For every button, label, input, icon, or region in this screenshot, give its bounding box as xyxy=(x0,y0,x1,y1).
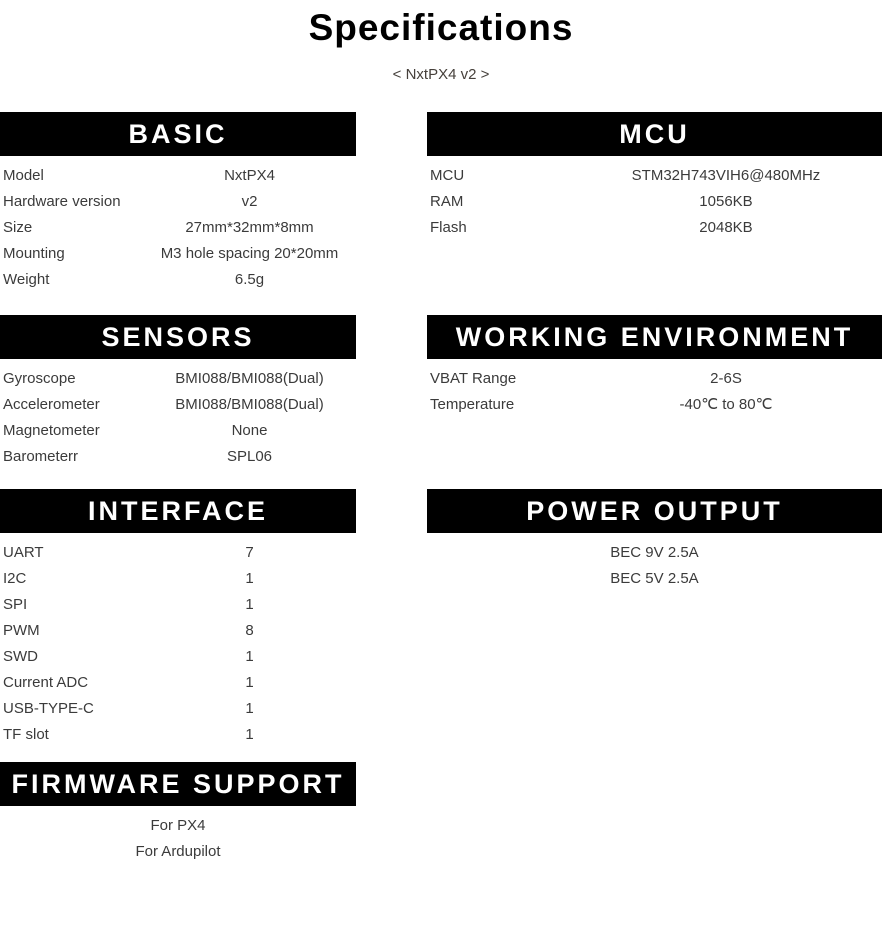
table-row xyxy=(0,365,356,391)
spec-value: 2-6S xyxy=(710,369,742,387)
spec-label: UART xyxy=(3,543,44,561)
spec-label: Weight xyxy=(3,270,50,288)
page-subtitle: < NxtPX4 v2 > xyxy=(392,66,490,83)
section-interface xyxy=(0,489,356,747)
spec-value: NxtPX4 xyxy=(224,166,275,184)
section-header-firmware-support: FIRMWARE SUPPORT xyxy=(0,762,356,806)
table-row xyxy=(0,266,356,292)
table-row xyxy=(0,443,356,469)
spec-value: SPL06 xyxy=(226,447,273,465)
spec-label: Magnetometer xyxy=(3,421,100,439)
page-title: Specifications xyxy=(308,7,574,48)
spec-label: Barometerr xyxy=(3,447,79,465)
table-row xyxy=(0,417,356,443)
table-row xyxy=(0,391,356,417)
spec-value: 1 xyxy=(245,725,254,743)
spec-grid xyxy=(0,112,882,864)
spec-value: 1 xyxy=(245,569,254,587)
table-row xyxy=(0,214,356,240)
list-item: For PX4 xyxy=(150,816,206,834)
spec-label: TF slot xyxy=(3,725,49,743)
spec-value: 1 xyxy=(245,699,254,717)
table-row xyxy=(427,365,882,391)
section-sensors xyxy=(0,315,356,469)
spec-label: Accelerometer xyxy=(3,395,100,413)
section-header-sensors: SENSORS xyxy=(0,315,356,359)
spec-value: STM32H743VIH6@480MHz xyxy=(631,166,821,184)
list-item: BEC 9V 2.5A xyxy=(610,543,699,561)
section-header-power-output: POWER OUTPUT xyxy=(427,489,882,533)
spec-value: -40℃ to 80℃ xyxy=(679,396,773,413)
spec-label: Hardware version xyxy=(3,192,121,210)
spec-label: USB-TYPE-C xyxy=(3,699,94,717)
spec-value: 2048KB xyxy=(699,218,753,236)
table-row xyxy=(0,669,356,695)
spec-value: None xyxy=(231,421,268,439)
section-header-basic: BASIC xyxy=(0,112,356,156)
spec-label: I2C xyxy=(3,569,27,587)
table-row xyxy=(0,617,356,643)
spec-label: Gyroscope xyxy=(3,369,76,387)
section-header-mcu: MCU xyxy=(427,112,882,156)
section-power-output xyxy=(427,489,882,591)
table-row xyxy=(0,721,356,747)
spec-value: v2 xyxy=(241,192,258,210)
list-item: BEC 5V 2.5A xyxy=(610,569,699,587)
table-row xyxy=(427,162,882,188)
spec-value: 1056KB xyxy=(699,192,753,210)
spec-value: M3 hole spacing 20*20mm xyxy=(160,244,339,262)
section-basic xyxy=(0,112,356,292)
table-row xyxy=(0,539,356,565)
page-header xyxy=(0,0,882,112)
spec-label: SWD xyxy=(3,647,38,665)
section-firmware-support xyxy=(0,762,356,864)
table-row xyxy=(427,391,882,417)
section-header-interface: INTERFACE xyxy=(0,489,356,533)
spec-value: 6.5g xyxy=(234,270,265,288)
table-row xyxy=(0,695,356,721)
spec-value: BMI088/BMI088(Dual) xyxy=(175,395,324,413)
table-row xyxy=(0,162,356,188)
spec-value: 7 xyxy=(245,543,254,561)
spec-label: VBAT Range xyxy=(430,369,517,387)
spec-value: BMI088/BMI088(Dual) xyxy=(175,369,324,387)
spec-value: 1 xyxy=(245,673,254,691)
spec-label: Mounting xyxy=(3,244,65,262)
table-row xyxy=(0,240,356,266)
spec-label: Model xyxy=(3,166,44,184)
spec-label: MCU xyxy=(430,166,465,184)
section-header-working-environment: WORKING ENVIRONMENT xyxy=(427,315,882,359)
spec-value: 8 xyxy=(245,621,254,639)
spec-value: 1 xyxy=(245,647,254,665)
table-row xyxy=(427,188,882,214)
table-row xyxy=(0,188,356,214)
spec-label: Size xyxy=(3,218,33,236)
spec-label: Temperature xyxy=(430,395,515,413)
list-item: For Ardupilot xyxy=(135,842,221,860)
spec-value: 1 xyxy=(245,595,254,613)
table-row xyxy=(0,591,356,617)
spec-value: 27mm*32mm*8mm xyxy=(185,218,314,236)
spec-label: Current ADC xyxy=(3,673,89,691)
table-row xyxy=(0,643,356,669)
spec-label: PWM xyxy=(3,621,40,639)
table-row xyxy=(427,214,882,240)
table-row xyxy=(0,565,356,591)
section-working-environment xyxy=(427,315,882,417)
spec-label: SPI xyxy=(3,595,28,613)
spec-label: RAM xyxy=(430,192,464,210)
spec-label: Flash xyxy=(430,218,467,236)
section-mcu xyxy=(427,112,882,240)
